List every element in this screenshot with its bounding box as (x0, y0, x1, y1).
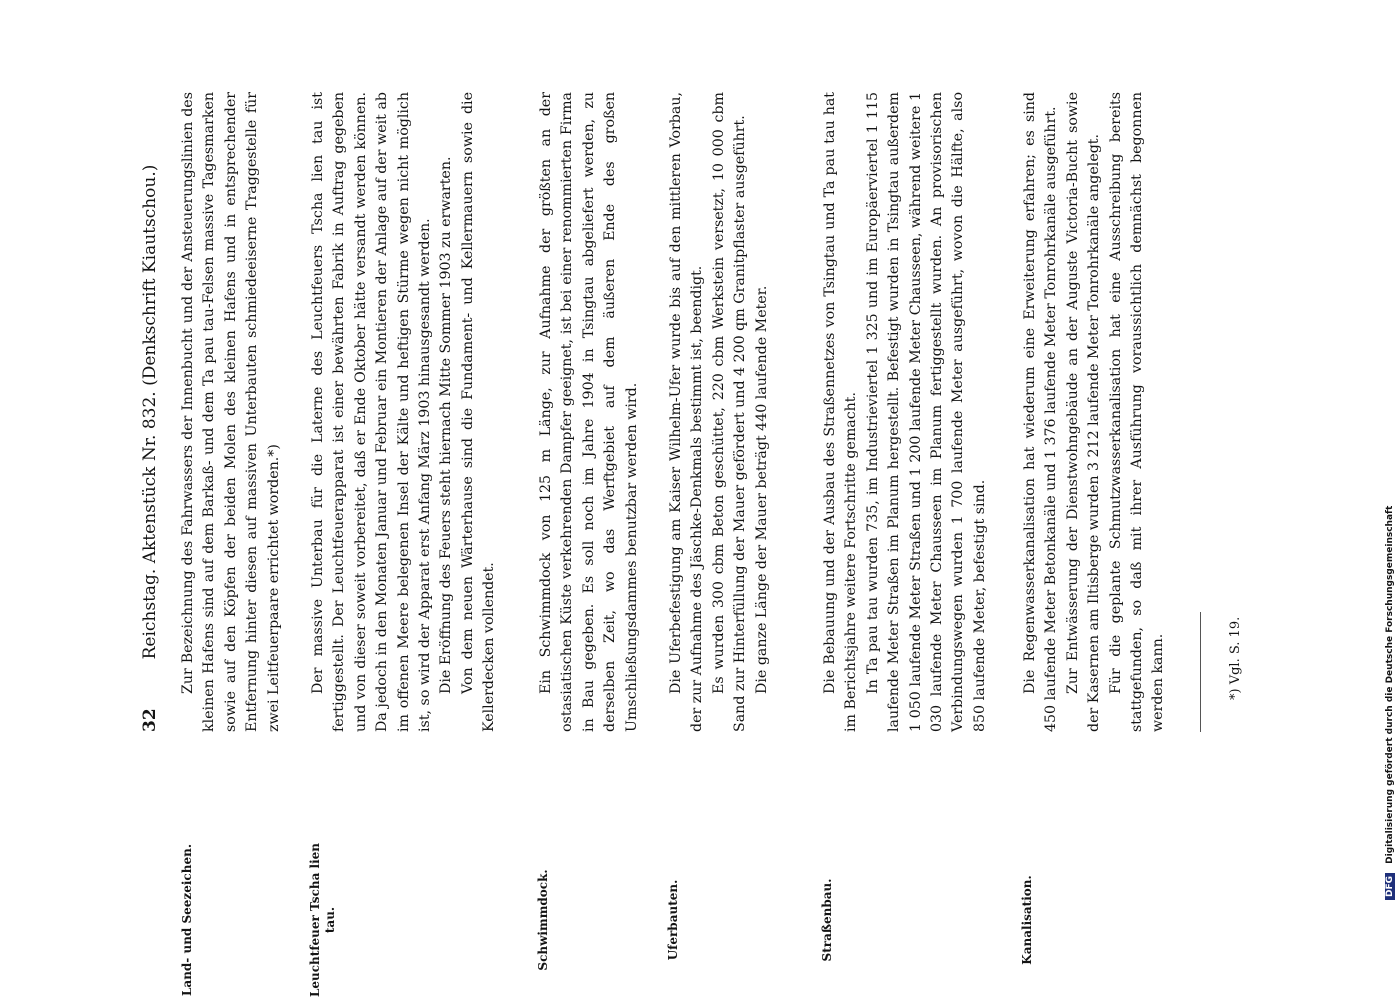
section-schwimmdock (536, 92, 643, 732)
footnote: *) Vgl. S. 19. (1228, 616, 1243, 700)
paragraph: Die Eröffnung des Feuers steht hiernach Mitte Sommer 1903 zu erwarten. (438, 156, 455, 694)
section-uferbauten (666, 92, 773, 732)
margin-label-schwimmdock: Schwimmdock. (536, 869, 550, 971)
paragraph: Für die geplante Schmutzwasserkanalisation hat eine Ausschreibung bereits stattgefunden, so daß mit ihrer Ausführung voraussichtlich demnächst begonnen werden kann. (1107, 92, 1167, 732)
paragraph: Der massive Unterbau für die Laterne des Leuchtfeuers Tscha lien tau ist fertiggestellt. Der Leuchtfeuerapparat ist einer bewährten Fabrik in Auftrag gegeben und von dieser soweit vorbereitet, daß er Ende Oktober hätte versandt werden können. Da jedoch in den Monaten Januar und Februar ein Montieren der Anlage auf der weit ab im offenen Meere belegenen Insel der Kälte und heftigen Stürme wegen nicht möglich ist, so wird der Apparat erst Anfang März 1903 hinausgesandt werden. (310, 92, 434, 732)
page-number: 32 (140, 708, 160, 732)
running-title: Reichstag. Aktenstück Nr. 832. (Denkschrift Kiautschou.) (140, 164, 160, 660)
section-leuchtfeuer (308, 92, 501, 732)
paragraph: Zur Entwässerung der Dienstwohngebäude an der Auguste Victoria-Bucht sowie der Kasernen am Iltisberge wurden 3 212 laufende Meter Tonrohrkanäle angelegt. (1064, 92, 1103, 732)
paragraph: In Ta pau tau wurden 735, im Industrieviertel 1 325 und im Europäerviertel 1 115 laufende Meter Straßen im Planum hergestellt. Befestigt wurden in Tsingtau außerdem 1 050 laufende Meter Straßen und 1 200 laufende Meter Chausseen, während weitere 1 030 laufende Meter Chausseen im Planum fertiggestellt wurden. An provisorischen Verbindungswegen wurden 1 700 laufende Meter ausgeführt, wovon die Hälfte, also 850 laufende Meter, befestigt sind. (864, 92, 988, 732)
margin-label-uferbauten: Uferbauten. (666, 879, 680, 961)
section-land-und-seezeichen (178, 92, 285, 732)
paragraph: Zur Bezeichnung des Fahrwassers der Innenbucht und der Ansteuerungslinien des kleinen Hafens sind auf dem Barkaß- und dem Ta pau tau-Felsen massive Tagesmarken sowie auf den Köpfen der beiden Molen des kleinen Hafens und in entsprechender Entfernung hinter diesen auf massiven Unterbauten schmiedeeiserne Traggestelle für zwei Leitfeuerpaare errichtet worden.*) (180, 92, 282, 732)
footnote-divider (1200, 612, 1201, 732)
paragraph: Die Regenwasserkanalisation hat wiederum eine Erweiterung erfahren; es sind 450 laufende Meter Betonkanäle und 1 376 laufende Meter Tonrohrkanäle ausgeführt. (1022, 92, 1060, 732)
digitization-credit (1385, 0, 1397, 900)
paragraph: Es wurden 300 cbm Beton geschüttet, 220 cbm Werkstein versetzt, 10 000 cbm Sand zur Hinterfüllung der Mauer gefördert und 4 200 qm Granitpflaster ausgeführt. (710, 92, 749, 732)
dfg-logo: DFG (1385, 873, 1395, 900)
credit-text: Digitalisierung gefördert durch die Deutsche Forschungsgemeinschaft (1385, 505, 1395, 864)
margin-label-leuchtfeuer: Leuchtfeuer Tscha lien tau. (308, 842, 337, 998)
margin-label-strassenbau: Straßenbau. (820, 878, 834, 962)
paragraph: Die ganze Länge der Mauer beträgt 440 laufende Meter. (753, 285, 770, 694)
paragraph: Ein Schwimmdock von 125 m Länge, zur Aufnahme der größten an der ostasiatischen Küste verkehrenden Dampfer geeignet, ist bei einer renommierten Firma in Bau gegeben. Es soll noch im Jahre 1904 in Tsingtau abgeliefert werden, zu derselben Zeit, wo das Werftgebiet auf dem äußeren Ende des großen Umschließungsdammes benutzbar werden wird. (538, 92, 640, 732)
page-header (140, 92, 164, 732)
margin-label-kanalisation: Kanalisation. (1020, 875, 1034, 965)
margin-label-land-und-seezeichen: Land- und Seezeichen. (180, 844, 194, 997)
paragraph: Die Bebauung und der Ausbau des Straßennetzes von Tsingtau und Ta pau tau hat im Berichtsjahre weitere Fortschritte gemacht. (822, 92, 860, 732)
paragraph: Die Uferbefestigung am Kaiser Wilhelm-Ufer wurde bis auf den mittleren Vorbau, der zur Aufnahme des Jäschke-Denkmals bestimmt ist, beendigt. (668, 92, 706, 732)
section-kanalisation (1020, 92, 1170, 732)
section-strassenbau (820, 92, 991, 732)
paragraph: Von dem neuen Wärterhause sind die Fundament- und Kellermauern sowie die Kellerdecken vollendet. (459, 92, 498, 732)
